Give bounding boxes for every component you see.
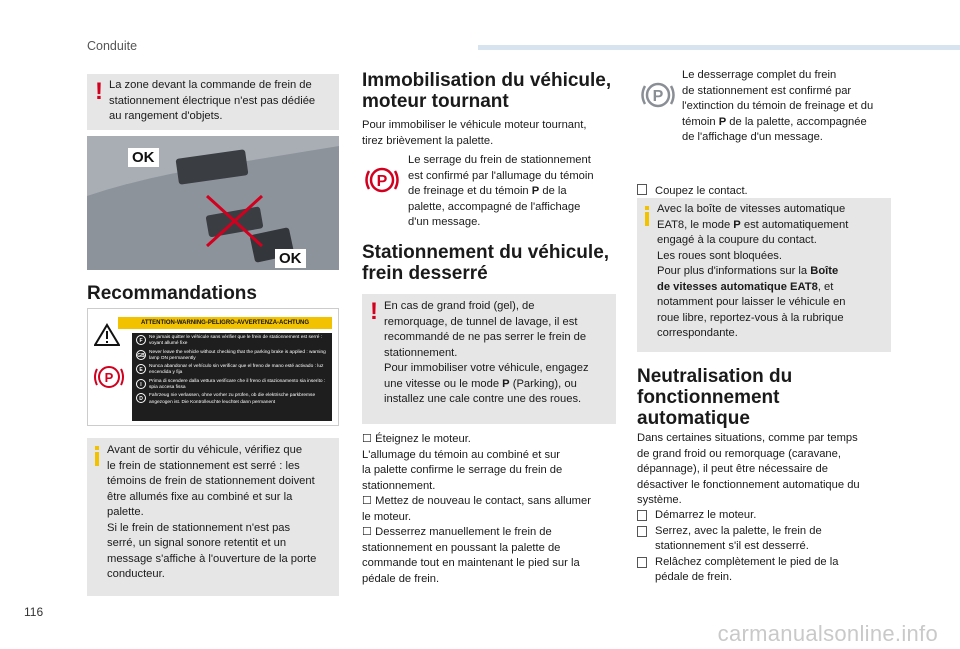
step-text: Relâchez complètement le pied de la pédale de frein.: [655, 555, 839, 583]
step-item: [637, 555, 893, 586]
para-desserrage-confirm: [682, 68, 892, 146]
svg-text:P: P: [652, 88, 664, 105]
text-run: Le desserrage complet du frein de stationnement est confirmé par l'extinction du témoin de freinage et du témoin: [682, 69, 874, 128]
svg-text:P: P: [376, 173, 388, 190]
step-item: [637, 508, 893, 524]
text-run: est automatiquement engagé à la coupure du contact. Les roues sont bloquées. Pour plus d'informations sur la: [657, 218, 849, 277]
label-row-text: Fahrzeug nie verlassen, ohne vorher zu prüfen, ob die elektrische parkbremse angezogen ist. Die Kontrolleuchte leuchtet dann permanent: [149, 393, 316, 405]
steps-release-brake: ☐ Éteignez le moteur. L'allumage du témoin au combiné et sur la palette confirme le serrage du frein de stationnement. ☐ Mettez de nouveau le contact, sans allumer le moteur. ☐ Desserrez manuellement le frein de stationnement en poussant la palette de commande tout en maintenant le pied sur la pédale de frein.: [362, 433, 591, 585]
text-run: de la palette, accompagnée de l'affichage d'un message.: [682, 115, 867, 143]
label-multilingual-rows: [132, 333, 332, 421]
step-coupez-contact: [637, 168, 887, 199]
label-row-text: Never leave the vehicle without checking that the parking brake is applied : warning lamp ON permanently: [149, 349, 326, 361]
section-title-immobilisation: Immobilisation du véhicule, moteur tournant: [362, 70, 612, 112]
info-icon: [95, 452, 99, 466]
warning-triangle-icon: [94, 323, 120, 347]
ok-label-bottom: OK: [275, 249, 306, 268]
info-text-before-leaving: Avant de sortir du véhicule, vérifiez que le frein de stationnement est serré : les témoins de frein de stationnement doivent être allumés fixe au combiné et sur la palette. Si le frein de stationnement n'est pas serré, un signal sonore retentit et un message s'affiche à l'ouverture de la porte conducteur.: [107, 444, 317, 580]
step-text: Serrez, avec la palette, le frein de stationnement s'il est desserré.: [655, 524, 822, 552]
label-row: [136, 350, 328, 363]
parking-brake-red-icon: [364, 162, 400, 198]
info-icon-dot: [95, 446, 99, 450]
step-item: [637, 524, 893, 555]
bullet-checkbox-icon: [637, 526, 647, 537]
header-divider-bar: [478, 45, 960, 50]
page-number: 116: [24, 605, 44, 619]
text-run-bold: P: [733, 218, 741, 231]
language-badge: D: [136, 393, 146, 403]
label-row-text: Prima di scendere dalla vettura verificare che il freno di stazionamento sia inserito : spia accesa fissa: [149, 378, 326, 391]
info-icon-dot: [645, 206, 649, 210]
warning-label-card: [87, 308, 339, 426]
label-row: [136, 335, 328, 348]
text-run: Avec la boîte de vitesses automatique EAT8, le mode: [657, 203, 846, 231]
warning-text-storage: La zone devant la commande de frein de stationnement électrique n'est pas dédiée au rangement d'objets.: [109, 79, 316, 122]
info-icon: [645, 212, 649, 226]
text-run: (Parking), ou installez une cale contre une des roues.: [384, 377, 582, 405]
language-badge: E: [136, 364, 146, 374]
bullet-checkbox-icon: [637, 184, 647, 195]
section-title-stationnement: Stationnement du véhicule, frein desserré: [362, 242, 610, 284]
step-text: Démarrez le moteur.: [655, 509, 757, 521]
ok-label-top: OK: [128, 148, 159, 167]
text-run-bold: P: [502, 377, 510, 390]
label-row: [136, 393, 328, 406]
para-neutralisation: Dans certaines situations, comme par temps de grand froid ou remorquage (caravane, dépannage), il peut être nécessaire de désactiver le fonctionnement automatique du système.: [637, 432, 860, 506]
text-run-bold: Boîte de vitesses automatique EAT8: [657, 265, 839, 293]
text-run: , et notamment pour laisser le véhicule en roue libre, reportez-vous à la rubrique correspondante.: [657, 280, 846, 339]
label-row: [136, 364, 328, 377]
parking-brake-label-icon: [92, 363, 126, 391]
label-row-text: Ne jamais quitter le véhicule sans vérifier que le frein de stationnement est serré : voyant allumé fixe: [149, 335, 323, 347]
warning-exclamation-icon: !: [370, 298, 378, 325]
bullet-checkbox-icon: [637, 557, 647, 568]
label-row: [136, 379, 328, 392]
label-row-text: Nunca abandonar el vehículo sin verificar que el freno de mano esté activado : luz encendida y fija: [149, 364, 324, 376]
warning-box-storage: [87, 74, 339, 130]
para-serrage-confirm: [408, 153, 613, 231]
text-run: En cas de grand froid (gel), de remorquage, de tunnel de lavage, il est recommandé de ne pas serrer le frein de stationnement. Pour immobiliser votre véhicule, engagez une vitesse ou le mode: [384, 300, 589, 390]
bullet-checkbox-icon: [637, 510, 647, 521]
warning-text-cold: [384, 299, 614, 408]
watermark: carmanualsonline.info: [717, 621, 938, 646]
label-header-strip: ATTENTION-WARNING-PELIGRO-AVVERTENZA-ACHTUNG: [118, 317, 332, 329]
step-text: Coupez le contact.: [655, 184, 748, 197]
warning-exclamation-icon: !: [95, 78, 103, 105]
para-immobilise: Pour immobiliser le véhicule moteur tournant, tirez brièvement la palette.: [362, 119, 587, 147]
warning-box-cold: [362, 294, 616, 424]
section-title-neutralisation: Neutralisation du fonctionnement automatique: [637, 366, 793, 429]
steps-neutralisation: [637, 508, 893, 586]
text-run-bold: P: [531, 185, 540, 197]
info-box-eat8: [637, 198, 891, 352]
info-text-eat8: [657, 202, 889, 342]
text-run-bold: P: [718, 115, 727, 128]
text-run: de la palette, accompagné de l'affichage d'un message.: [408, 185, 581, 228]
section-header: Conduite: [87, 39, 138, 53]
text-run: Le serrage du frein de stationnement est confirmé par l'allumage du témoin de freinage et du témoin: [408, 154, 594, 197]
info-box-before-leaving: [87, 438, 339, 596]
svg-text:P: P: [104, 370, 114, 385]
brake-area-photo: [87, 136, 339, 270]
parking-brake-grey-icon: [640, 77, 676, 113]
recommendations-title: Recommandations: [87, 283, 257, 304]
language-badge: F: [136, 335, 146, 345]
language-badge: GB: [136, 350, 146, 360]
language-badge: I: [136, 379, 146, 389]
